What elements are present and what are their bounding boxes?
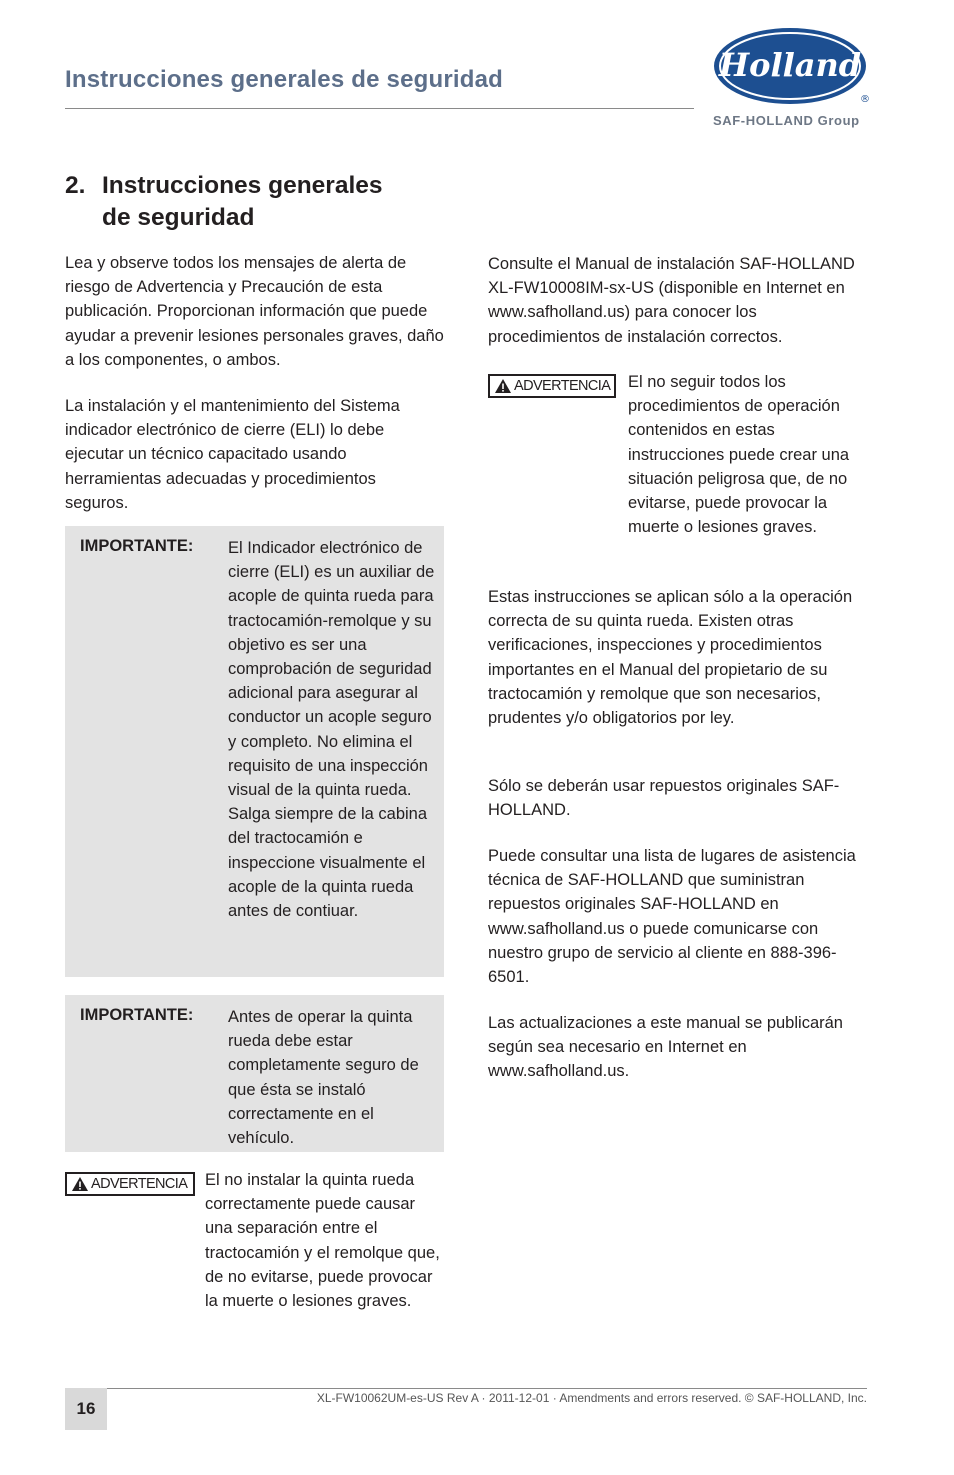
warning-triangle-icon [494,378,512,394]
warning-text: El no instalar la quinta rueda correctamente puede causar una separación entre el tractocamión y el remolque que, de no evitarse, puede provocar la muerte o lesiones graves. [205,1171,440,1311]
section-title-line2: de seguridad [102,204,255,231]
warning-badge [488,374,616,398]
manual-reference-paragraph: Consulte el Manual de instalación SAF-HOLLAND XL-FW10008IM-sx-US (disponible en Internet en www.safholland.us) para conocer los procedimientos de instalación correctos. [488,255,855,346]
svg-text:®: ® [860,94,870,105]
warning-triangle-icon [71,1176,89,1192]
page-header-title: Instrucciones generales de seguridad [65,66,504,93]
section-title-line1: Instrucciones generales [102,172,383,199]
logo-wordmark: Holland [718,46,862,84]
warning-badge [65,1172,195,1196]
service-paragraph: Puede consultar una lista de lugares de asistencia técnica de SAF-HOLLAND que suministran repuestos originales SAF-HOLLAND en www.safholland.us o puede comunicarse con nuestro grupo de servicio al cliente en 888-396-6501. [488,847,856,987]
important-label: IMPORTANTE: [80,537,194,555]
section-heading [65,170,383,234]
logo-subtitle: SAF-HOLLAND Group [713,113,860,128]
page-number: 16 [65,1388,107,1430]
installation-paragraph: La instalación y el mantenimiento del Sistema indicador electrónico de cierre (ELI) lo debe ejecutar un técnico capacitado usando herramientas adecuadas y procedimientos seguros. [65,397,400,512]
warning-badge-label: ADVERTENCIA [91,1176,188,1192]
intro-paragraph: Lea y observe todos los mensajes de alerta de riesgo de Advertencia y Precaución de esta publicación. Proporcionan información que puede ayudar a prevenir lesiones personales graves, daño a los componentes, o ambos. [65,254,444,369]
footer-document-info: XL-FW10062UM-es-US Rev A · 2011-12-01 · Amendments and errors reserved. © SAF-HOLLAND, Inc. [316,1391,867,1405]
important-box-2 [65,995,444,1152]
holland-logo [712,26,872,106]
warning-badge-label: ADVERTENCIA [514,378,611,394]
important-label: IMPORTANTE: [80,1006,194,1024]
important-text: Antes de operar la quinta rueda debe estar completamente seguro de que ésta se instaló correctamente en el vehículo. [228,1008,419,1148]
scope-paragraph: Estas instrucciones se aplican sólo a la operación correcta de su quinta rueda. Existen otras verificaciones, inspecciones y procedimientos importantes en el Manual del propietario de su tractocamión y remolque que son necesarios, prudentes y/o obligatorios por ley. [488,588,853,728]
updates-paragraph: Las actualizaciones a este manual se publicarán según sea necesario en Internet en www.safholland.us. [488,1014,843,1081]
header-divider [65,108,694,109]
warning-text: El no seguir todos los procedimientos de operación contenidos en estas instrucciones puede crear una situación peligrosa que, de no evitarse, puede provocar la muerte o lesiones graves. [628,373,850,537]
important-box-1 [65,526,444,977]
footer-divider [107,1388,867,1389]
section-number: 2. [65,172,86,199]
parts-paragraph: Sólo se deberán usar repuestos originales SAF-HOLLAND. [488,777,840,820]
important-text: El Indicador electrónico de cierre (ELI) es un auxiliar de acople de quinta rueda para tractocamión-remolque y su objetivo es ser una comprobación de seguridad adicional para asegurar al conductor un acople seguro y completo. No elimina el requisito de una inspección visual de la quinta rueda. Salga siempre de la cabina del tractocamión e inspeccione visualmente el acople de la quinta rueda antes de contiuar. [228,539,435,921]
